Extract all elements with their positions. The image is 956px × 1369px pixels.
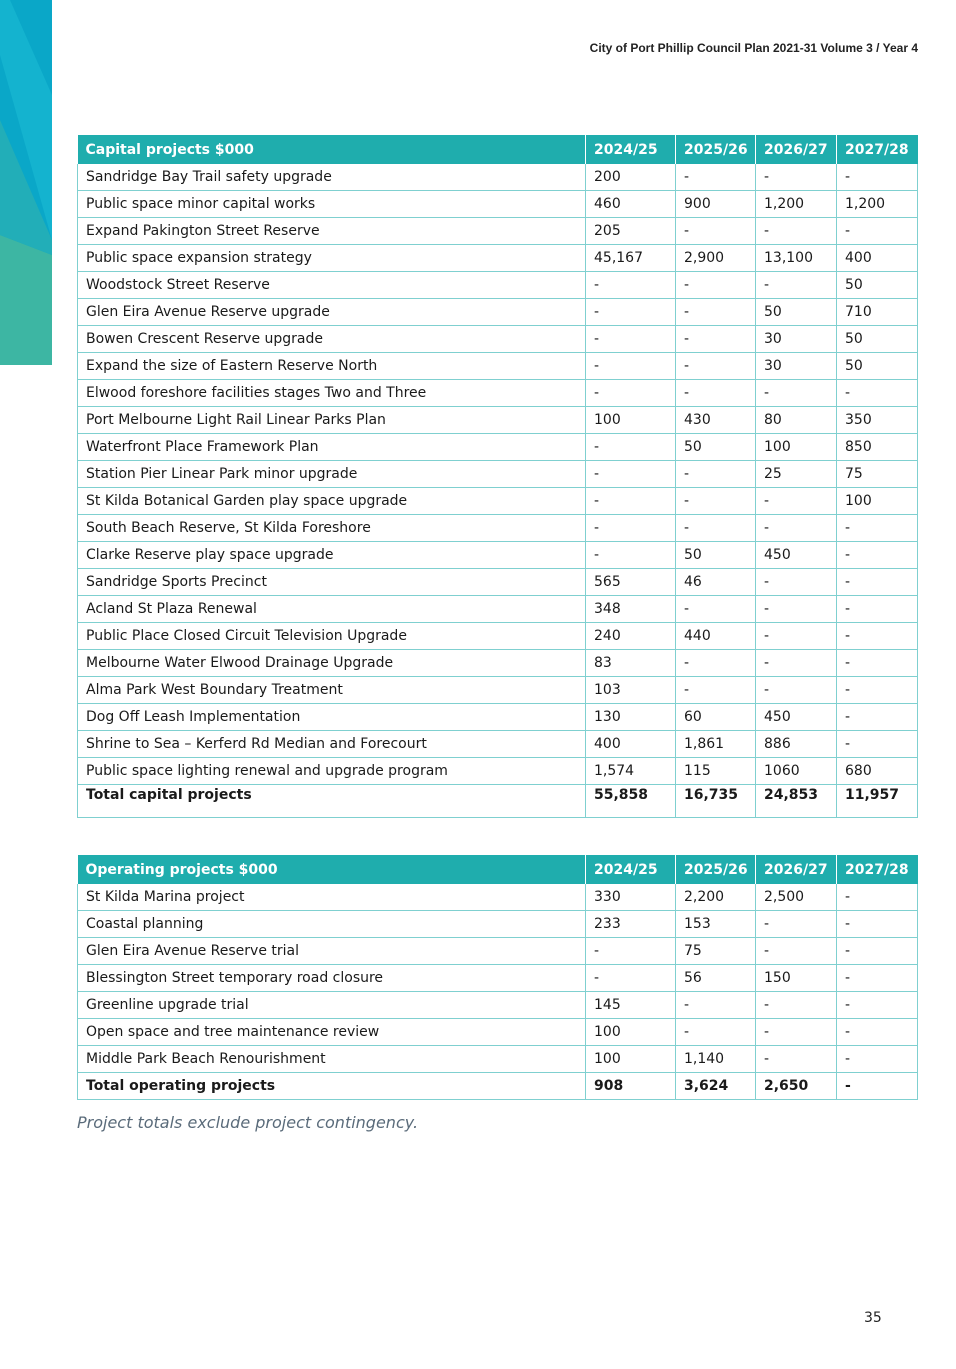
project-name-cell: Blessington Street temporary road closure bbox=[78, 965, 586, 992]
value-cell: - bbox=[756, 272, 837, 299]
column-header: 2025/26 bbox=[676, 855, 756, 884]
value-cell: 2,900 bbox=[676, 245, 756, 272]
table-row bbox=[78, 758, 918, 785]
table-row bbox=[78, 650, 918, 677]
project-name-cell: Middle Park Beach Renourishment bbox=[78, 1046, 586, 1073]
table-header-row bbox=[78, 135, 918, 164]
value-cell: - bbox=[837, 704, 918, 731]
value-cell: - bbox=[676, 326, 756, 353]
value-cell: 46 bbox=[676, 569, 756, 596]
project-name-cell: Station Pier Linear Park minor upgrade bbox=[78, 461, 586, 488]
value-cell: - bbox=[756, 218, 837, 245]
project-name-cell: Public Place Closed Circuit Television Upgrade bbox=[78, 623, 586, 650]
table-row bbox=[78, 461, 918, 488]
value-cell: - bbox=[837, 164, 918, 191]
project-name-cell: Expand Pakington Street Reserve bbox=[78, 218, 586, 245]
value-cell: - bbox=[837, 965, 918, 992]
value-cell: 103 bbox=[586, 677, 676, 704]
value-cell: - bbox=[586, 353, 676, 380]
value-cell: 45,167 bbox=[586, 245, 676, 272]
table-row bbox=[78, 488, 918, 515]
table-row bbox=[78, 542, 918, 569]
value-cell: - bbox=[756, 1019, 837, 1046]
value-cell: - bbox=[676, 299, 756, 326]
value-cell: 153 bbox=[676, 911, 756, 938]
value-cell: - bbox=[586, 434, 676, 461]
table-row bbox=[78, 272, 918, 299]
value-cell: 430 bbox=[676, 407, 756, 434]
project-name-cell: Glen Eira Avenue Reserve trial bbox=[78, 938, 586, 965]
value-cell: - bbox=[586, 380, 676, 407]
table-row bbox=[78, 731, 918, 758]
project-name-cell: Coastal planning bbox=[78, 911, 586, 938]
value-cell: - bbox=[586, 515, 676, 542]
project-name-cell: Alma Park West Boundary Treatment bbox=[78, 677, 586, 704]
value-cell: 30 bbox=[756, 353, 837, 380]
table-row bbox=[78, 1046, 918, 1073]
document-header-title: City of Port Phillip Council Plan 2021-31 Volume 3 / Year 4 bbox=[589, 41, 918, 55]
table-row bbox=[78, 677, 918, 704]
value-cell: - bbox=[756, 515, 837, 542]
value-cell: - bbox=[837, 596, 918, 623]
decorative-corner-graphic bbox=[0, 0, 52, 365]
value-cell: 50 bbox=[676, 434, 756, 461]
project-name-cell: Woodstock Street Reserve bbox=[78, 272, 586, 299]
value-cell: - bbox=[756, 992, 837, 1019]
value-cell: - bbox=[756, 911, 837, 938]
value-cell: - bbox=[756, 677, 837, 704]
value-cell: - bbox=[837, 515, 918, 542]
table-row bbox=[78, 992, 918, 1019]
value-cell: 233 bbox=[586, 911, 676, 938]
value-cell: - bbox=[837, 569, 918, 596]
value-cell: 56 bbox=[676, 965, 756, 992]
table-row bbox=[78, 407, 918, 434]
value-cell: - bbox=[756, 623, 837, 650]
value-cell: 710 bbox=[837, 299, 918, 326]
project-name-cell: Melbourne Water Elwood Drainage Upgrade bbox=[78, 650, 586, 677]
value-cell: - bbox=[676, 1019, 756, 1046]
project-name-cell: Dog Off Leash Implementation bbox=[78, 704, 586, 731]
value-cell: 400 bbox=[586, 731, 676, 758]
value-cell: 75 bbox=[676, 938, 756, 965]
value-cell: - bbox=[676, 677, 756, 704]
value-cell: 350 bbox=[837, 407, 918, 434]
value-cell: - bbox=[837, 884, 918, 911]
column-header: 2024/25 bbox=[586, 135, 676, 164]
project-name-cell: Public space minor capital works bbox=[78, 191, 586, 218]
project-name-cell: Expand the size of Eastern Reserve North bbox=[78, 353, 586, 380]
value-cell: - bbox=[756, 650, 837, 677]
value-cell: - bbox=[837, 623, 918, 650]
value-cell: 50 bbox=[837, 326, 918, 353]
value-cell: 100 bbox=[586, 1046, 676, 1073]
table-row bbox=[78, 704, 918, 731]
value-cell: - bbox=[676, 650, 756, 677]
value-cell: 886 bbox=[756, 731, 837, 758]
table-row bbox=[78, 434, 918, 461]
value-cell: - bbox=[676, 164, 756, 191]
value-cell: 1,861 bbox=[676, 731, 756, 758]
value-cell: 150 bbox=[756, 965, 837, 992]
total-value-cell: 11,957 bbox=[837, 785, 918, 818]
value-cell: 13,100 bbox=[756, 245, 837, 272]
value-cell: 25 bbox=[756, 461, 837, 488]
project-name-cell: Bowen Crescent Reserve upgrade bbox=[78, 326, 586, 353]
value-cell: 100 bbox=[756, 434, 837, 461]
total-label-cell: Total capital projects bbox=[78, 785, 586, 818]
project-name-cell: Acland St Plaza Renewal bbox=[78, 596, 586, 623]
table-row bbox=[78, 623, 918, 650]
value-cell: - bbox=[837, 650, 918, 677]
value-cell: 1,140 bbox=[676, 1046, 756, 1073]
value-cell: - bbox=[586, 299, 676, 326]
total-value-cell: 3,624 bbox=[676, 1073, 756, 1100]
column-header: Capital projects $000 bbox=[78, 135, 586, 164]
value-cell: - bbox=[837, 992, 918, 1019]
value-cell: - bbox=[756, 164, 837, 191]
value-cell: - bbox=[756, 938, 837, 965]
value-cell: 450 bbox=[756, 542, 837, 569]
table-row bbox=[78, 938, 918, 965]
total-value-cell: 16,735 bbox=[676, 785, 756, 818]
value-cell: 400 bbox=[837, 245, 918, 272]
value-cell: 50 bbox=[676, 542, 756, 569]
value-cell: 30 bbox=[756, 326, 837, 353]
value-cell: - bbox=[837, 1019, 918, 1046]
value-cell: 900 bbox=[676, 191, 756, 218]
table-row bbox=[78, 884, 918, 911]
value-cell: - bbox=[676, 515, 756, 542]
total-row bbox=[78, 1073, 918, 1100]
value-cell: - bbox=[586, 272, 676, 299]
value-cell: - bbox=[837, 380, 918, 407]
project-name-cell: Clarke Reserve play space upgrade bbox=[78, 542, 586, 569]
total-value-cell: 908 bbox=[586, 1073, 676, 1100]
value-cell: 145 bbox=[586, 992, 676, 1019]
column-header: 2025/26 bbox=[676, 135, 756, 164]
capital-projects-table bbox=[77, 135, 918, 818]
value-cell: - bbox=[676, 272, 756, 299]
value-cell: 100 bbox=[586, 1019, 676, 1046]
project-name-cell: Greenline upgrade trial bbox=[78, 992, 586, 1019]
value-cell: - bbox=[756, 380, 837, 407]
value-cell: 460 bbox=[586, 191, 676, 218]
footnote: Project totals exclude project contingency. bbox=[77, 1113, 419, 1132]
value-cell: - bbox=[586, 542, 676, 569]
project-name-cell: Port Melbourne Light Rail Linear Parks Plan bbox=[78, 407, 586, 434]
value-cell: 2,500 bbox=[756, 884, 837, 911]
value-cell: - bbox=[837, 938, 918, 965]
value-cell: 565 bbox=[586, 569, 676, 596]
value-cell: - bbox=[676, 596, 756, 623]
project-name-cell: Public space lighting renewal and upgrade program bbox=[78, 758, 586, 785]
value-cell: - bbox=[676, 353, 756, 380]
project-name-cell: Public space expansion strategy bbox=[78, 245, 586, 272]
operating-projects-table bbox=[77, 855, 918, 1100]
total-row bbox=[78, 785, 918, 818]
value-cell: 2,200 bbox=[676, 884, 756, 911]
project-name-cell: Sandridge Bay Trail safety upgrade bbox=[78, 164, 586, 191]
value-cell: - bbox=[837, 677, 918, 704]
project-name-cell: Elwood foreshore facilities stages Two and Three bbox=[78, 380, 586, 407]
value-cell: - bbox=[586, 326, 676, 353]
value-cell: 80 bbox=[756, 407, 837, 434]
total-value-cell: 55,858 bbox=[586, 785, 676, 818]
value-cell: 450 bbox=[756, 704, 837, 731]
value-cell: - bbox=[676, 488, 756, 515]
value-cell: - bbox=[586, 965, 676, 992]
project-name-cell: Open space and tree maintenance review bbox=[78, 1019, 586, 1046]
value-cell: - bbox=[676, 218, 756, 245]
value-cell: - bbox=[676, 992, 756, 1019]
value-cell: - bbox=[756, 569, 837, 596]
column-header: Operating projects $000 bbox=[78, 855, 586, 884]
project-name-cell: South Beach Reserve, St Kilda Foreshore bbox=[78, 515, 586, 542]
total-value-cell: 24,853 bbox=[756, 785, 837, 818]
table-row bbox=[78, 353, 918, 380]
value-cell: 75 bbox=[837, 461, 918, 488]
value-cell: 130 bbox=[586, 704, 676, 731]
project-name-cell: St Kilda Marina project bbox=[78, 884, 586, 911]
project-name-cell: Sandridge Sports Precinct bbox=[78, 569, 586, 596]
value-cell: - bbox=[837, 911, 918, 938]
column-header: 2024/25 bbox=[586, 855, 676, 884]
table-row bbox=[78, 965, 918, 992]
table-row bbox=[78, 218, 918, 245]
column-header: 2026/27 bbox=[756, 855, 837, 884]
value-cell: - bbox=[756, 488, 837, 515]
table-header-row bbox=[78, 855, 918, 884]
value-cell: 83 bbox=[586, 650, 676, 677]
value-cell: 50 bbox=[837, 272, 918, 299]
table-row bbox=[78, 245, 918, 272]
table-row bbox=[78, 1019, 918, 1046]
value-cell: 240 bbox=[586, 623, 676, 650]
value-cell: 680 bbox=[837, 758, 918, 785]
table-row bbox=[78, 326, 918, 353]
value-cell: - bbox=[837, 542, 918, 569]
value-cell: 850 bbox=[837, 434, 918, 461]
value-cell: 1060 bbox=[756, 758, 837, 785]
value-cell: 205 bbox=[586, 218, 676, 245]
value-cell: - bbox=[837, 1046, 918, 1073]
value-cell: - bbox=[676, 380, 756, 407]
project-name-cell: St Kilda Botanical Garden play space upgrade bbox=[78, 488, 586, 515]
project-name-cell: Shrine to Sea – Kerferd Rd Median and Forecourt bbox=[78, 731, 586, 758]
value-cell: - bbox=[586, 461, 676, 488]
table-row bbox=[78, 596, 918, 623]
column-header: 2027/28 bbox=[837, 855, 918, 884]
value-cell: 50 bbox=[837, 353, 918, 380]
value-cell: - bbox=[586, 488, 676, 515]
value-cell: 60 bbox=[676, 704, 756, 731]
table-row bbox=[78, 911, 918, 938]
project-name-cell: Glen Eira Avenue Reserve upgrade bbox=[78, 299, 586, 326]
value-cell: 200 bbox=[586, 164, 676, 191]
value-cell: 1,200 bbox=[837, 191, 918, 218]
value-cell: 115 bbox=[676, 758, 756, 785]
value-cell: 100 bbox=[837, 488, 918, 515]
value-cell: 100 bbox=[586, 407, 676, 434]
project-name-cell: Waterfront Place Framework Plan bbox=[78, 434, 586, 461]
value-cell: 348 bbox=[586, 596, 676, 623]
table-row bbox=[78, 380, 918, 407]
total-value-cell: - bbox=[837, 1073, 918, 1100]
value-cell: - bbox=[756, 1046, 837, 1073]
column-header: 2027/28 bbox=[837, 135, 918, 164]
value-cell: 1,574 bbox=[586, 758, 676, 785]
table-row bbox=[78, 299, 918, 326]
value-cell: - bbox=[837, 218, 918, 245]
value-cell: 440 bbox=[676, 623, 756, 650]
total-label-cell: Total operating projects bbox=[78, 1073, 586, 1100]
value-cell: 50 bbox=[756, 299, 837, 326]
table-row bbox=[78, 164, 918, 191]
value-cell: - bbox=[676, 461, 756, 488]
value-cell: - bbox=[586, 938, 676, 965]
value-cell: 1,200 bbox=[756, 191, 837, 218]
page-number: 35 bbox=[864, 1310, 882, 1326]
table-row bbox=[78, 515, 918, 542]
total-value-cell: 2,650 bbox=[756, 1073, 837, 1100]
value-cell: - bbox=[837, 731, 918, 758]
table-row bbox=[78, 191, 918, 218]
value-cell: - bbox=[756, 596, 837, 623]
column-header: 2026/27 bbox=[756, 135, 837, 164]
table-row bbox=[78, 569, 918, 596]
value-cell: 330 bbox=[586, 884, 676, 911]
